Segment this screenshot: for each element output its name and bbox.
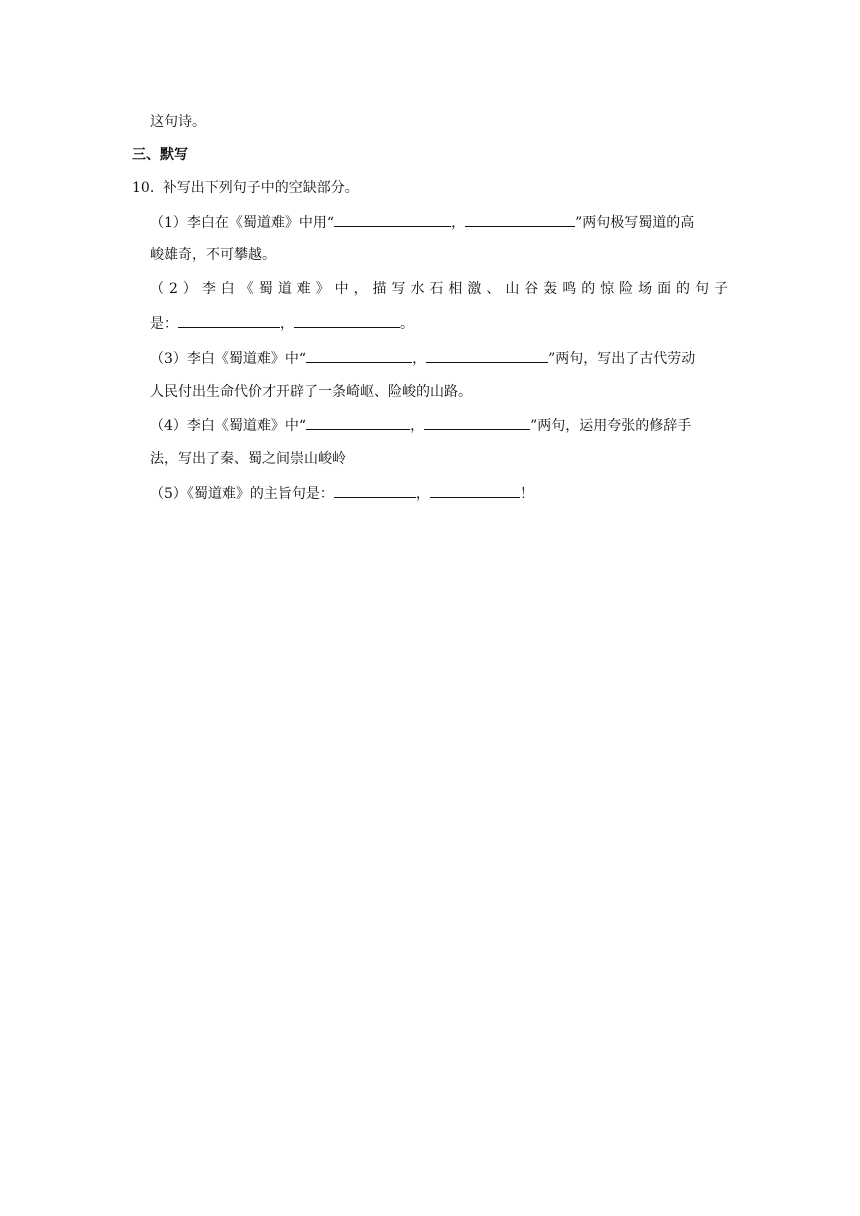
item-2-char: 白 <box>220 281 235 297</box>
answer-blank[interactable] <box>424 415 530 430</box>
item-2-prefix: 是： <box>150 316 178 332</box>
item-2-char: 蜀 <box>258 281 273 297</box>
item-2-char: 水 <box>410 281 425 297</box>
item-2-char: 写 <box>391 281 406 297</box>
previous-question-tail: 这句诗。 <box>150 114 206 130</box>
item-4-separator: ， <box>410 418 425 434</box>
item-4-prefix: （4）李白《蜀道难》中“ <box>150 418 307 434</box>
item-2-char: 石 <box>429 281 444 297</box>
item-2-line-2 <box>150 313 414 334</box>
question-prompt-line <box>132 178 359 198</box>
item-2-char: ， <box>353 281 368 297</box>
item-2-char: 中 <box>334 281 349 297</box>
item-3-prefix: （3）李白《蜀道难》中“ <box>150 351 307 367</box>
item-2-char: （ <box>150 281 164 297</box>
item-2-char: 2 <box>168 281 178 297</box>
item-1-separator: ， <box>451 215 466 231</box>
answer-blank[interactable] <box>294 313 400 328</box>
section-heading: 三、默写 <box>132 147 188 163</box>
item-3-separator: ， <box>412 351 427 367</box>
item-2-char: 相 <box>448 281 463 297</box>
item-2-separator: ， <box>280 316 294 332</box>
item-2-char: 的 <box>676 281 691 297</box>
item-5-separator: ， <box>415 486 430 502</box>
item-2-char: 惊 <box>600 281 615 297</box>
item-2-char: 句 <box>695 281 710 297</box>
item-2-char: 激 <box>467 281 482 297</box>
item-1-line-2: 峻雄奇，不可攀越。 <box>150 247 276 263</box>
answer-blank[interactable] <box>426 348 548 363</box>
answer-blank[interactable] <box>334 483 416 498</box>
question-prompt: 补写出下列句子中的空缺部分。 <box>162 180 359 196</box>
item-2-char: 李 <box>201 281 216 297</box>
item-2-char: 面 <box>657 281 672 297</box>
item-4-suffix: ”两句，运用夸张的修辞手 <box>530 418 692 434</box>
item-4-line-2: 法，写出了秦、蜀之间崇山峻岭 <box>150 451 346 467</box>
item-3-line-2: 人民付出生命代价才开辟了一条崎岖、险峻的山路。 <box>150 384 472 400</box>
answer-blank[interactable] <box>465 212 575 227</box>
item-2-end: 。 <box>400 316 414 332</box>
item-2-char: 鸣 <box>562 281 577 297</box>
item-5-end: ！ <box>519 486 534 502</box>
item-2-char: 难 <box>296 281 311 297</box>
item-2-char: 的 <box>581 281 596 297</box>
answer-blank[interactable] <box>334 212 451 227</box>
item-3-suffix: ”两句，写出了古代劳动 <box>548 351 696 367</box>
item-4-line-1 <box>150 415 691 436</box>
item-5-line-1 <box>150 483 534 504</box>
item-2-char: 轰 <box>543 281 558 297</box>
item-2-char: ） <box>182 281 197 297</box>
item-1-prefix: （1）李白在《蜀道难》中用“ <box>150 215 335 231</box>
answer-blank[interactable] <box>430 483 520 498</box>
item-2-char: 描 <box>372 281 387 297</box>
item-5-prefix: （5）《蜀道难》的主旨句是： <box>150 486 334 502</box>
item-2-char: 场 <box>638 281 653 297</box>
item-2-line-1 <box>150 279 728 299</box>
item-2-char: 谷 <box>524 281 539 297</box>
item-2-char: 《 <box>239 281 254 297</box>
item-1-line-1 <box>150 212 694 233</box>
answer-blank[interactable] <box>178 313 280 328</box>
item-1-suffix: ”两句极写蜀道的高 <box>575 215 695 231</box>
question-number: 10. <box>132 180 155 196</box>
item-2-char: 道 <box>277 281 292 297</box>
answer-blank[interactable] <box>306 415 410 430</box>
item-2-char: 子 <box>713 281 728 297</box>
item-2-char: 、 <box>486 281 501 297</box>
item-3-line-1 <box>150 348 695 369</box>
item-2-char: 》 <box>315 281 330 297</box>
item-2-char: 险 <box>619 281 634 297</box>
item-2-char: 山 <box>505 281 520 297</box>
answer-blank[interactable] <box>306 348 412 363</box>
